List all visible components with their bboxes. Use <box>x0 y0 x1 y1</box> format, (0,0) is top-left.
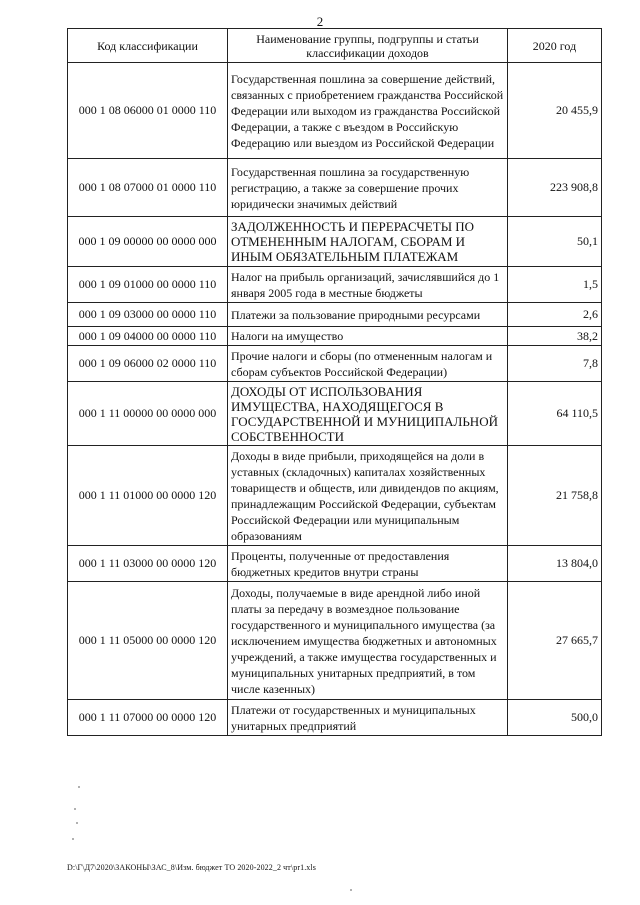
table-header-row <box>68 29 602 63</box>
row-name: Государственная пошлина за совершение действий, связанных с приобретением гражданства Российской Федерации или выходом из гражданства Российской Федерации, а также с въездом в Российскую Федерацию или выездом из Российской Федерации <box>228 63 508 159</box>
row-code: 000 1 09 01000 00 0000 110 <box>68 267 228 303</box>
row-name: ЗАДОЛЖЕННОСТЬ И ПЕРЕРАСЧЕТЫ ПО ОТМЕНЕННЫМ НАЛОГАМ, СБОРАМ И ИНЫМ ОБЯЗАТЕЛЬНЫМ ПЛАТЕЖАМ <box>228 217 508 267</box>
header-code: Код классификации <box>68 29 228 63</box>
file-path-footer: D:\Г\Д7\2020\ЗАКОНЫ\ЗАС_8\Изм. бюджет ТО 2020-2022_2 чт\pr1.xls <box>67 863 316 872</box>
row-value: 21 758,8 <box>508 446 602 546</box>
row-value: 2,6 <box>508 303 602 327</box>
row-name: Платежи от государственных и муниципальных унитарных предприятий <box>228 700 508 736</box>
row-value: 27 665,7 <box>508 582 602 700</box>
row-name: Государственная пошлина за государственную регистрацию, а также за совершение прочих юридически значимых действий <box>228 159 508 217</box>
row-name: Налог на прибыль организаций, зачислявшийся до 1 января 2005 года в местные бюджеты <box>228 267 508 303</box>
table-row <box>68 546 602 582</box>
row-name: Налоги на имущество <box>228 327 508 346</box>
row-name: Доходы в виде прибыли, приходящейся на доли в уставных (складочных) капиталах хозяйственных товариществ и обществ, или дивидендов по акциям, принадлежащим Российской Федерации, субъектам Российской Федерации или муниципальным образованиям <box>228 446 508 546</box>
row-code: 000 1 11 01000 00 0000 120 <box>68 446 228 546</box>
header-year: 2020 год <box>508 29 602 63</box>
row-value: 20 455,9 <box>508 63 602 159</box>
table-row <box>68 346 602 382</box>
row-value: 64 110,5 <box>508 382 602 446</box>
scan-speck <box>350 889 352 891</box>
row-value: 500,0 <box>508 700 602 736</box>
row-code: 000 1 09 03000 00 0000 110 <box>68 303 228 327</box>
scan-speck <box>76 822 78 824</box>
row-code: 000 1 11 07000 00 0000 120 <box>68 700 228 736</box>
row-code: 000 1 09 04000 00 0000 110 <box>68 327 228 346</box>
row-name: Проценты, полученные от предоставления бюджетных кредитов внутри страны <box>228 546 508 582</box>
row-name: ДОХОДЫ ОТ ИСПОЛЬЗОВАНИЯ ИМУЩЕСТВА, НАХОДЯЩЕГОСЯ В ГОСУДАРСТВЕННОЙ И МУНИЦИПАЛЬНОЙ СОБСТВЕННОСТИ <box>228 382 508 446</box>
row-value: 38,2 <box>508 327 602 346</box>
row-name: Платежи за пользование природными ресурсами <box>228 303 508 327</box>
row-code: 000 1 08 07000 01 0000 110 <box>68 159 228 217</box>
row-code: 000 1 11 03000 00 0000 120 <box>68 546 228 582</box>
table-row <box>68 63 602 159</box>
table-row <box>68 267 602 303</box>
scan-speck <box>74 808 76 810</box>
page-number: 2 <box>316 14 324 29</box>
table-row <box>68 582 602 700</box>
row-name: Доходы, получаемые в виде арендной либо иной платы за передачу в возмездное пользование государственного и муниципального имущества (за исключением имущества бюджетных и автономных учреждений, а также имущества государственных и муниципальных унитарных предприятий, в том числе казенных) <box>228 582 508 700</box>
row-code: 000 1 09 00000 00 0000 000 <box>68 217 228 267</box>
row-name: Прочие налоги и сборы (по отмененным налогам и сборам субъектов Российской Федерации) <box>228 346 508 382</box>
header-name: Наименование группы, подгруппы и статьи классификации доходов <box>228 29 508 63</box>
scan-speck <box>72 838 74 840</box>
table-row <box>68 217 602 267</box>
row-value: 50,1 <box>508 217 602 267</box>
row-value: 13 804,0 <box>508 546 602 582</box>
scan-speck <box>78 786 80 788</box>
revenue-table <box>67 28 602 736</box>
table-row <box>68 382 602 446</box>
row-value: 1,5 <box>508 267 602 303</box>
table-row <box>68 327 602 346</box>
table-row <box>68 303 602 327</box>
table-row <box>68 159 602 217</box>
table-row <box>68 446 602 546</box>
row-value: 7,8 <box>508 346 602 382</box>
table-row <box>68 700 602 736</box>
row-code: 000 1 09 06000 02 0000 110 <box>68 346 228 382</box>
row-code: 000 1 11 05000 00 0000 120 <box>68 582 228 700</box>
row-code: 000 1 08 06000 01 0000 110 <box>68 63 228 159</box>
row-code: 000 1 11 00000 00 0000 000 <box>68 382 228 446</box>
row-value: 223 908,8 <box>508 159 602 217</box>
